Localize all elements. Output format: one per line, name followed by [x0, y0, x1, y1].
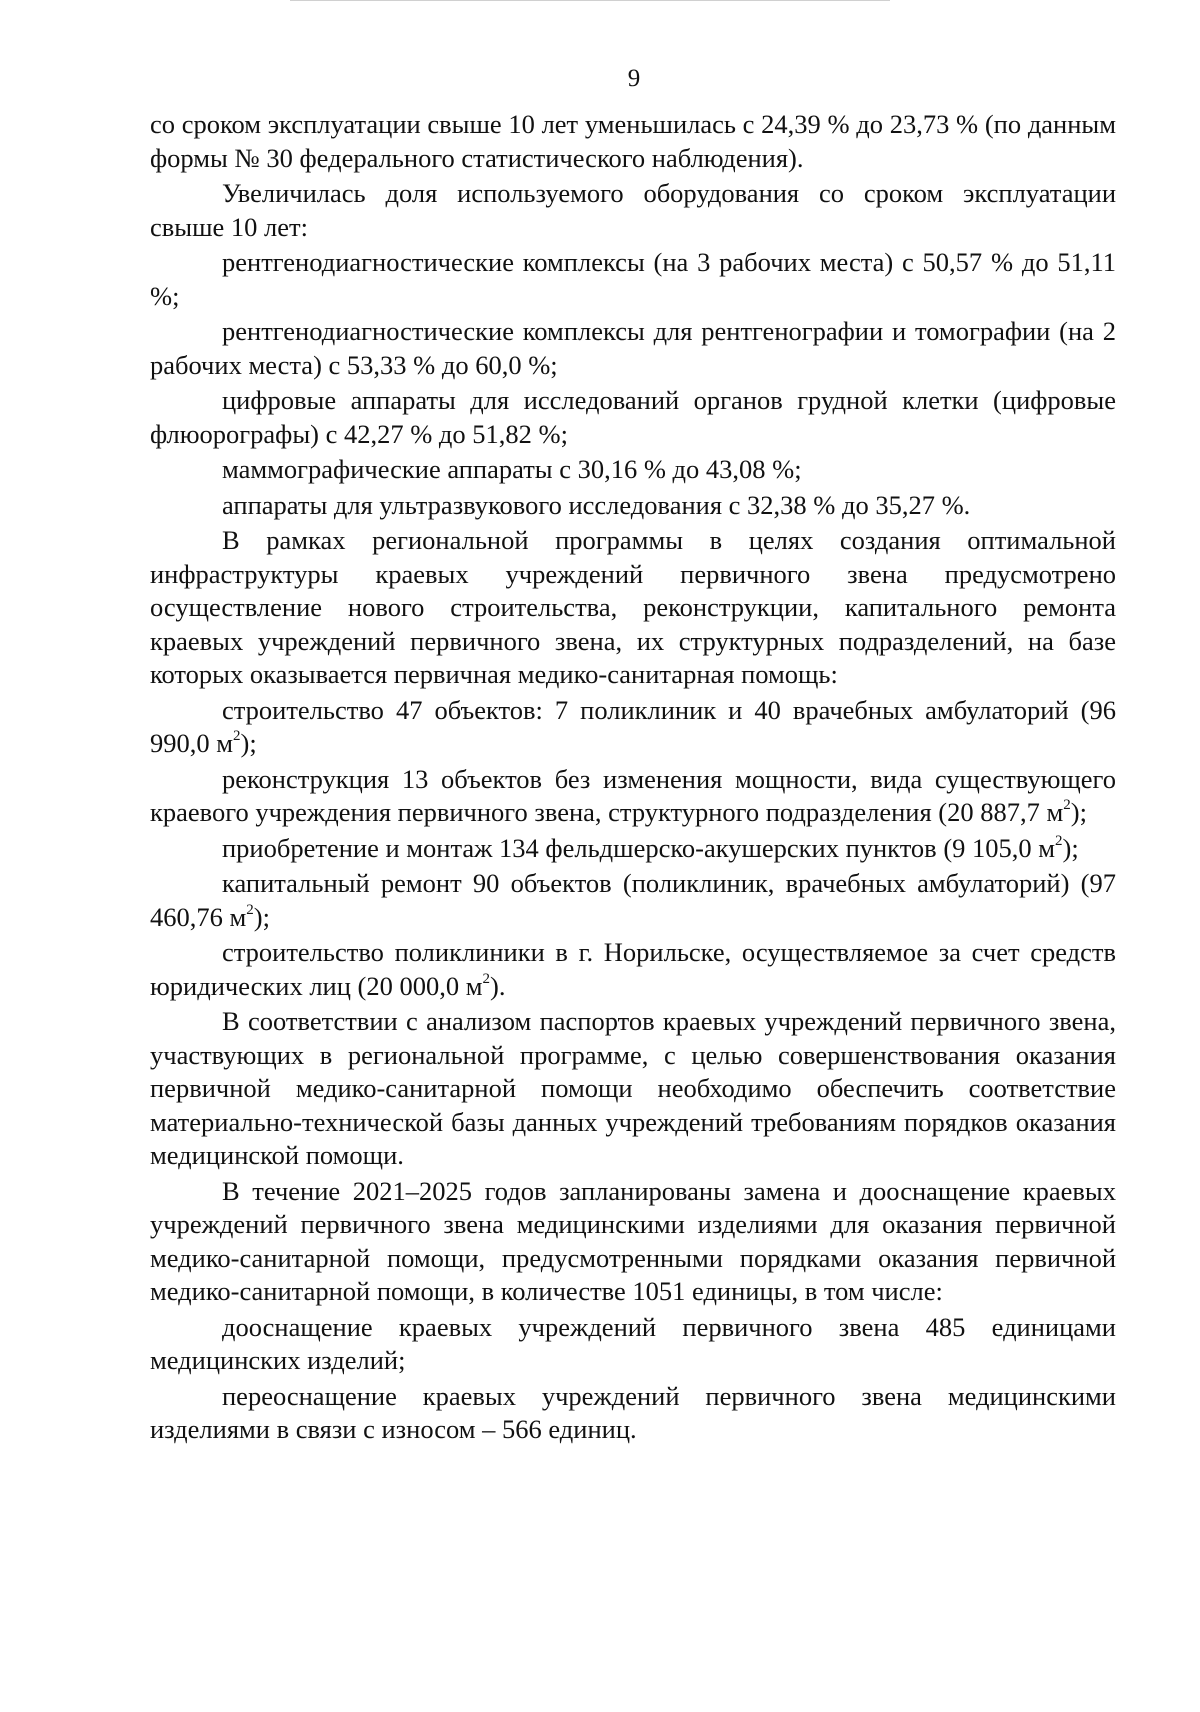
scan-edge-line	[290, 0, 890, 1]
list-item	[150, 489, 1116, 523]
list-item	[150, 384, 1116, 451]
paragraph-tail: ).	[490, 970, 506, 1001]
paragraph-text: В соответствии с анализом паспортов краевых учреждений первичного звена, участвующих в региональной программе, с целью совершенствования оказания первичной медико-санитарной помощи необходимо обеспечить соответствие материально-технической базы данных учреждений требованиям порядков оказания медицинской помощи.	[150, 1006, 1116, 1170]
paragraph-text: приобретение и монтаж 134 фельдшерско-акушерских пунктов (9 105,0 м	[222, 832, 1056, 863]
paragraph-text: рентгенодиагностические комплексы (на 3 рабочих места) с 50,57 % до 51,11 %;	[150, 247, 1116, 311]
paragraph-text: дооснащение краевых учреждений первичного звена 485 единицами медицинских изделий;	[150, 1311, 1116, 1375]
paragraph-text: рентгенодиагностические комплексы для рентгенографии и томографии (на 2 рабочих места) с 53,33 % до 60,0 %;	[150, 316, 1116, 380]
paragraph-text: цифровые аппараты для исследований органов грудной клетки (цифровые флюорографы) с 42,27 % до 51,82 %;	[150, 385, 1116, 449]
list-item	[150, 763, 1116, 830]
list-item	[150, 246, 1116, 313]
superscript: 2	[1063, 797, 1071, 814]
paragraph-text: реконструкция 13 объектов без изменения мощности, вида существующего краевого учреждения первичного звена, структурного подразделения (20 887,7 м	[150, 763, 1116, 827]
paragraph-text: переоснащение краевых учреждений первичного звена медицинскими изделиями в связи с износом – 566 единиц.	[150, 1380, 1116, 1444]
paragraph	[150, 524, 1116, 692]
superscript: 2	[482, 970, 491, 987]
list-item	[150, 453, 1116, 487]
paragraph-text: аппараты для ультразвукового исследования с 32,38 % до 35,27 %.	[222, 489, 971, 520]
list-item	[150, 315, 1116, 382]
list-item	[150, 694, 1116, 761]
superscript: 2	[246, 901, 254, 918]
document-body	[150, 108, 1116, 1447]
paragraph-text: строительство поликлиники в г. Норильске, осуществляемое за счет средств юридических лиц (20 000,0 м	[150, 937, 1116, 1001]
list-item	[150, 936, 1116, 1003]
paragraph-text: Увеличилась доля используемого оборудования со сроком эксплуатации свыше 10 лет:	[150, 178, 1116, 242]
list-item	[150, 832, 1116, 866]
paragraph	[150, 177, 1116, 244]
paragraph-tail: );	[240, 728, 257, 758]
paragraph-tail: );	[1070, 797, 1087, 827]
list-item	[150, 867, 1116, 934]
paragraph-text: В течение 2021–2025 годов запланированы замена и дооснащение краевых учреждений первичного звена медицинскими изделиями для оказания первичной медико-санитарной помощи, предусмотренными порядками оказания первичной медико-санитарной помощи, в количестве 1051 единицы, в том числе:	[150, 1175, 1116, 1306]
paragraph-tail: );	[253, 901, 270, 932]
superscript: 2	[233, 728, 241, 745]
page-number: 9	[627, 65, 641, 92]
paragraph-text: маммографические аппараты с 30,16 % до 43,08 %;	[222, 454, 802, 484]
superscript: 2	[1055, 832, 1063, 849]
paragraph	[150, 1005, 1116, 1173]
paragraph-text: строительство 47 объектов: 7 поликлиник и 40 врачебных амбулаторий (96 990,0 м	[150, 694, 1116, 758]
paragraph-text: капитальный ремонт 90 объектов (поликлиник, врачебных амбулаторий) (97 460,76 м	[150, 868, 1116, 932]
paragraph	[150, 108, 1116, 175]
paragraph-text: В рамках региональной программы в целях создания оптимальной инфраструктуры краевых учреждений первичного звена предусмотрено осуществление нового строительства, реконструкции, капитального ремонта краевых учреждений первичного звена, их структурных подразделений, на базе которых оказывается первичная медико-санитарная помощь:	[150, 525, 1116, 689]
list-item	[150, 1380, 1116, 1447]
paragraph-text: со сроком эксплуатации свыше 10 лет уменьшилась с 24,39 % до 23,73 % (по данным формы № 30 федерального статистического наблюдения).	[150, 109, 1116, 173]
paragraph	[150, 1175, 1116, 1309]
list-item	[150, 1311, 1116, 1378]
paragraph-tail: );	[1062, 832, 1079, 863]
